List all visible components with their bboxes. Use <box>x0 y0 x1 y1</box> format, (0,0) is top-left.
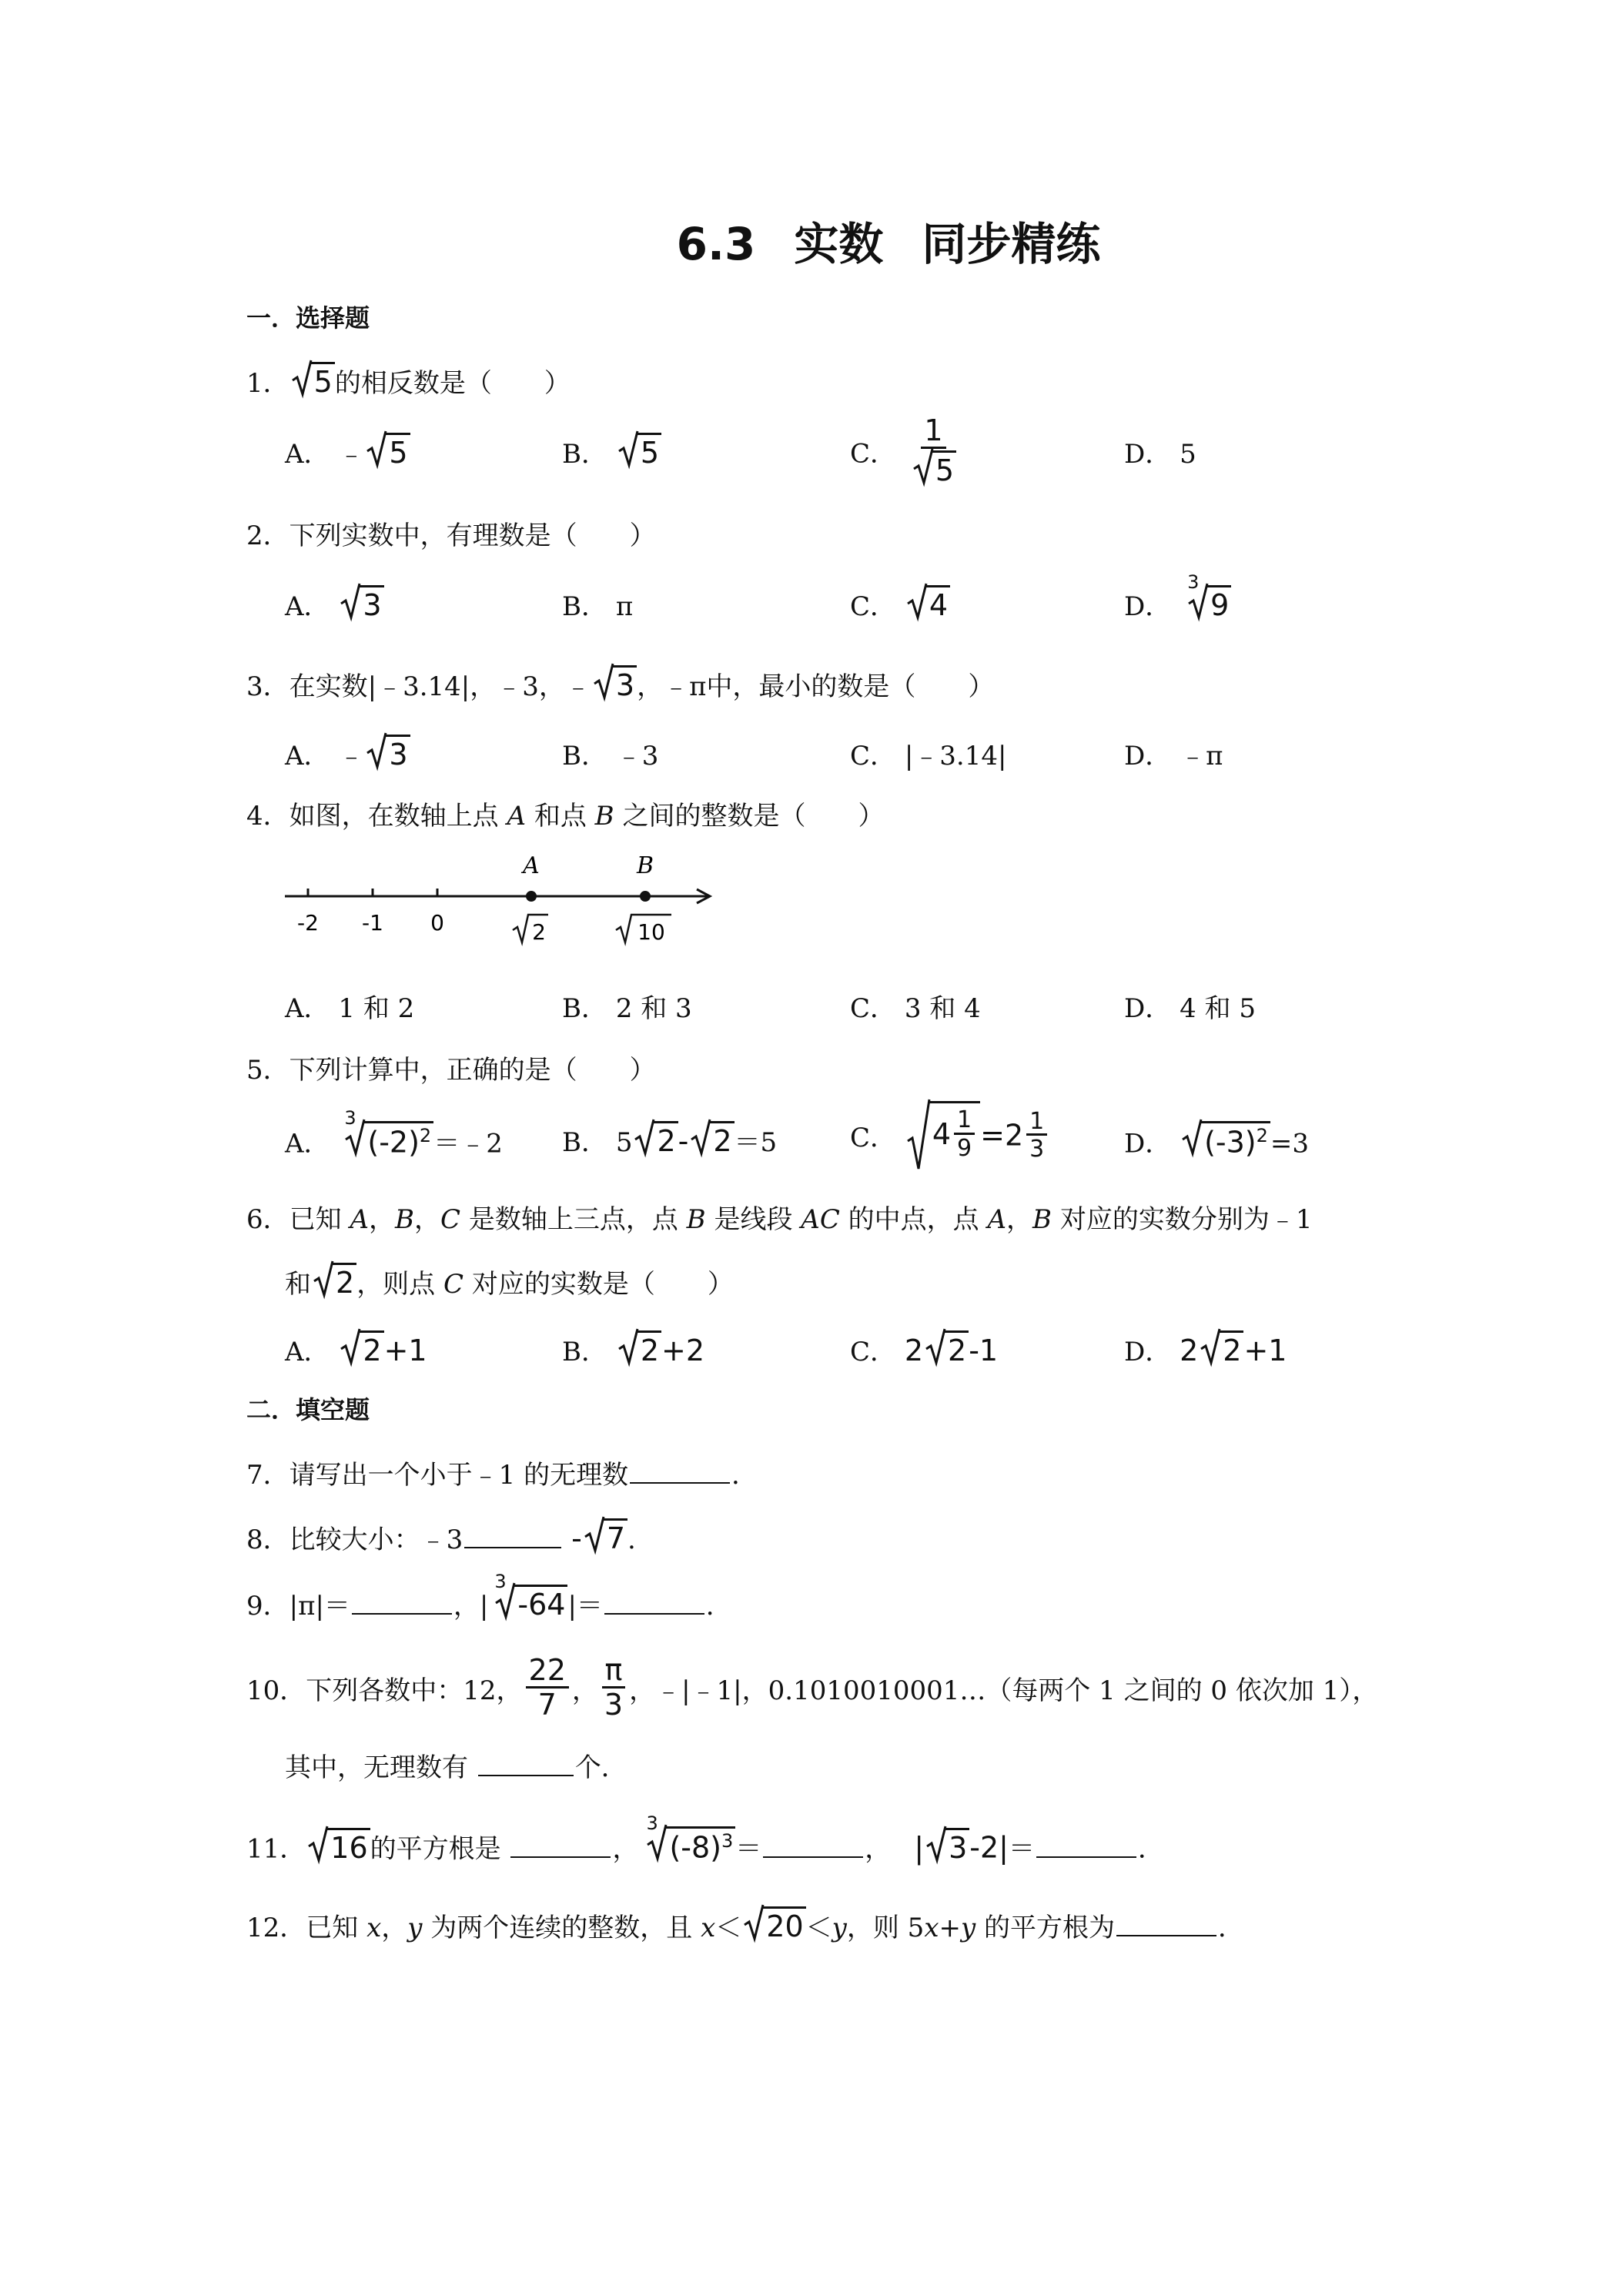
sqrt-symbol: 2 <box>634 1121 678 1158</box>
q2-option-d: D． 3 9 <box>1124 585 1231 623</box>
point-a-label: A <box>523 852 540 879</box>
q6-option-c: C． 2 2-1 <box>850 1330 998 1368</box>
question-5: 5．下列计算中，正确的是（ ） <box>246 1055 656 1086</box>
sqrt-symbol: 2 <box>925 1330 969 1367</box>
title-number: 6.3 <box>676 218 756 270</box>
q6-option-b: B． 2+2 <box>562 1330 704 1368</box>
point-b-label: B <box>636 852 654 879</box>
title-topic: 实数 <box>794 218 884 270</box>
q5-option-d: D． $(-3)^2=3$ <box>1124 1121 1309 1160</box>
sqrt-symbol: 3 <box>925 1828 969 1865</box>
q1-option-b: B． 5 <box>562 433 661 470</box>
answer-blank <box>630 1481 730 1484</box>
question-11: 11． 16的平方根是 ， 3 $(-8)^3=$ ， | 3-2|＝ ． <box>246 1812 1164 1865</box>
question-6: 6．已知 A，B，C 是数轴上三点，点 B 是线段 AC 的中点，点 A，B 对应的实数分别为﹣1 <box>246 1204 1313 1235</box>
sqrt-symbol: 5 <box>291 362 335 399</box>
sqrt-symbol: 3 <box>366 735 410 771</box>
page-title <box>0 208 1623 273</box>
q3-option-a: A． ﹣ 3 <box>285 735 410 772</box>
sqrt-symbol: 7 <box>584 1518 627 1555</box>
question-6-line-2: 和 2，则点 C 对应的实数是（ ） <box>285 1263 734 1300</box>
q4-option-d: D． 4 和 5 <box>1124 993 1256 1024</box>
value-label-a: 2 <box>532 919 546 945</box>
point-b <box>640 891 651 902</box>
q5-option-c: C． 4 $\frac{1}{9}$ =2 $\frac{1}{3}$ <box>850 1101 1050 1162</box>
sqrt-symbol: 3 <box>340 585 383 622</box>
point-a <box>526 891 537 902</box>
question-10-line-2: 其中，无理数有 个． <box>285 1752 627 1783</box>
section-heading-fill: 二．填空题 <box>246 1395 370 1424</box>
answer-blank <box>352 1612 452 1615</box>
q1-option-c: C． $\frac{1}{5}$ <box>850 416 962 487</box>
sqrt-symbol: 4 <box>906 585 950 622</box>
q1-option-d: D． 5 <box>1124 439 1196 470</box>
fraction: $\frac{1}{5}$ <box>908 416 959 487</box>
answer-blank <box>1116 1934 1216 1936</box>
cube-root-symbol: 3 $(-2)^2$ <box>344 1121 433 1160</box>
question-12: 12．已知 x，y 为两个连续的整数，且 x＜ 20＜y，则 5x+y 的平方根为 ． <box>246 1906 1244 1944</box>
question-7: 7．请写出一个小于﹣1 的无理数 ． <box>246 1460 758 1491</box>
sqrt-symbol: 5 <box>617 433 661 470</box>
q2-option-a: A． 3 <box>285 585 384 623</box>
tick-label: -2 <box>297 910 319 935</box>
q4-option-a: A． 1 和 2 <box>285 993 415 1024</box>
sqrt-symbol: 2 <box>1200 1330 1243 1367</box>
sqrt-symbol: 20 <box>743 1906 805 1943</box>
sqrt-symbol: 5 <box>366 433 410 470</box>
sqrt-symbol: 2 <box>617 1330 661 1367</box>
number-line-figure <box>277 847 724 955</box>
question-3: 3．在实数|﹣3.14|，﹣3，﹣ 3，﹣π中，最小的数是（ ） <box>246 665 994 703</box>
q4-option-c: C． 3 和 4 <box>850 993 981 1024</box>
answer-blank <box>604 1612 704 1615</box>
q2-option-c: C． 4 <box>850 585 950 623</box>
q1-option-a: A． ﹣ 5 <box>285 433 410 470</box>
sqrt-symbol: 3 <box>593 665 637 702</box>
q3-option-c: C． |﹣3.14| <box>850 741 1007 771</box>
question-8: 8．比较大小：﹣3 - 7. <box>246 1518 636 1556</box>
q2-option-b: B． π <box>562 591 634 622</box>
sqrt-symbol: 2 <box>313 1263 356 1300</box>
q5-option-a: A． 3 $(-2)^2=﹣2$ <box>285 1107 503 1160</box>
tick-label: 0 <box>430 910 444 935</box>
sqrt-symbol: 4 $\frac{1}{9}$ <box>906 1101 980 1160</box>
answer-blank <box>1036 1856 1136 1858</box>
answer-blank <box>464 1546 561 1548</box>
question-9: 9．|π|＝ ，| 3 -64|＝ ． <box>246 1571 732 1622</box>
sqrt-symbol: 2 <box>690 1121 734 1158</box>
value-label-b: 10 <box>637 919 665 945</box>
section-heading-choice: 一．选择题 <box>246 303 370 333</box>
cube-root-symbol: 3 $(-8)^3$ <box>646 1826 735 1865</box>
cube-root-symbol: 3 9 <box>1187 585 1231 622</box>
question-10: 10．下列各数中：12， $\frac{22}{7}$ ， $\frac{\pi}{3}$ ，﹣|﹣1|，0.1010010001…（每两个 1 之间的 0 依次加 1）， <box>246 1653 1379 1722</box>
q4-option-b: B． 2 和 3 <box>562 993 692 1024</box>
answer-blank <box>478 1774 574 1776</box>
answer-blank <box>510 1856 611 1858</box>
sqrt-symbol: 16 <box>307 1828 370 1865</box>
question-1: 1． 5的相反数是（ ） <box>246 362 571 400</box>
tick-label: -1 <box>362 910 383 935</box>
question-4: 4．如图，在数轴上点 A 和点 B 之间的整数是（ ） <box>246 801 885 832</box>
sqrt-symbol: $(-3)^2$ <box>1181 1121 1270 1160</box>
q6-option-d: D． 2 2+1 <box>1124 1330 1287 1368</box>
q5-option-b: B． 5 2- 2＝5 <box>562 1121 777 1159</box>
answer-blank <box>763 1856 863 1858</box>
title-subtitle: 同步精练 <box>922 218 1101 270</box>
q6-option-a: A． 2+1 <box>285 1330 427 1368</box>
q3-option-b: B． ﹣3 <box>562 741 659 771</box>
q3-option-d: D． ﹣π <box>1124 741 1223 771</box>
question-2: 2．下列实数中，有理数是（ ） <box>246 520 656 551</box>
cube-root-symbol: 3 -64 <box>494 1585 567 1622</box>
sqrt-symbol: 2 <box>340 1330 383 1367</box>
